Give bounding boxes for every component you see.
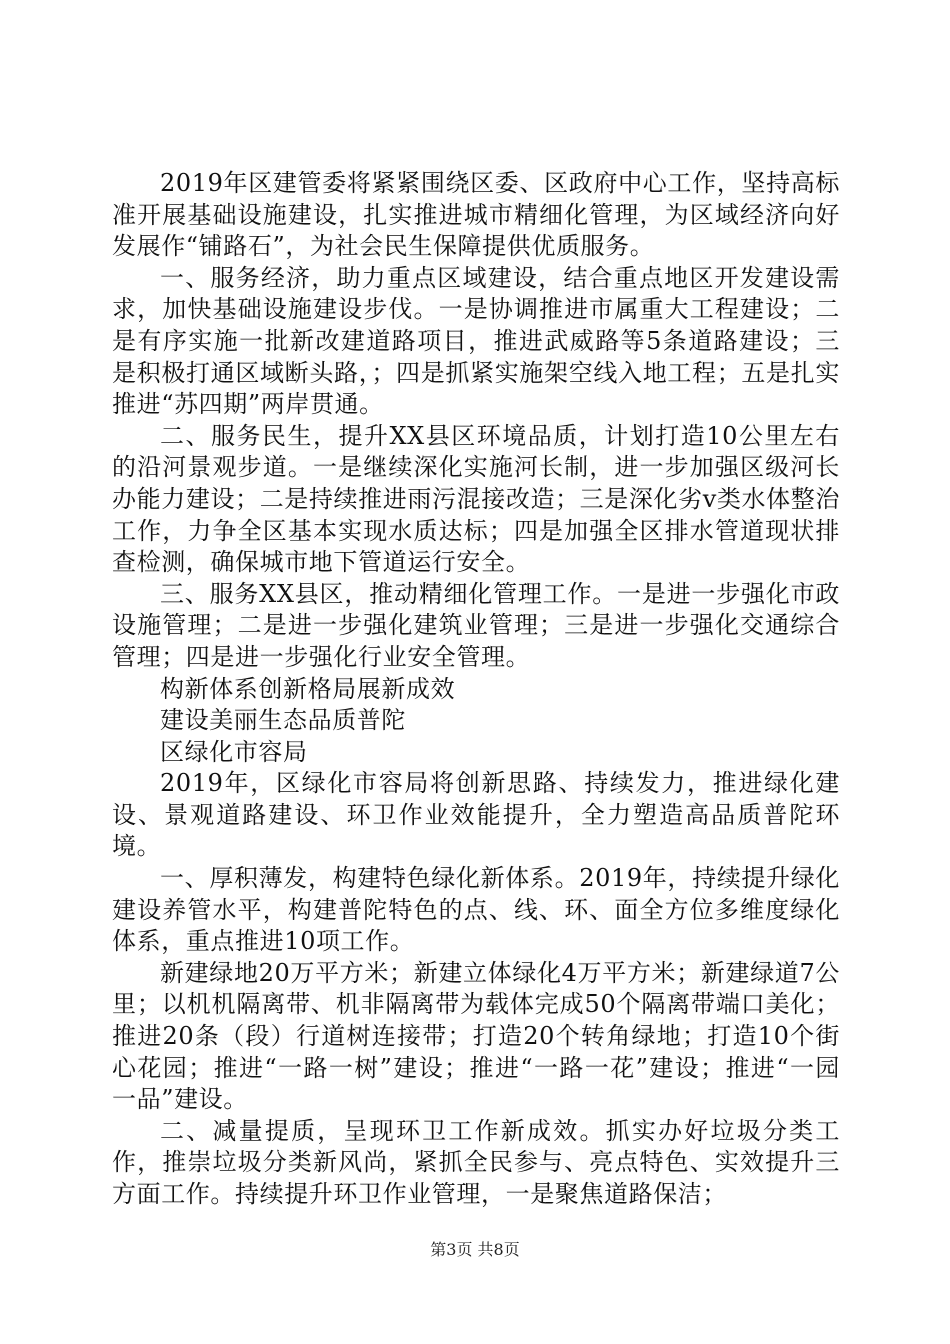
paragraph-sanitation: 二、减量提质，呈现环卫工作新成效。抓实办好垃圾分类工作，推崇垃圾分类新风尚，紧抓全民参与、亮点特色、实效提升三方面工作。持续提升环卫作业管理，一是聚焦道路保洁； (112, 1116, 840, 1208)
document-body (112, 168, 840, 1211)
paragraph-economy: 一、服务经济，助力重点区域建设，结合重点地区开发建设需求，加快基础设施建设步伐。一是协调推进市属重大工程建设；二是有序实施一批新改建道路项目，推进武威路等5条道路建设；三是积极打通区域断头路，；四是抓紧实施架空线入地工程；五是扎实推进“苏四期”两岸贯通。 (112, 263, 840, 419)
section-heading-1: 构新体系创新格局展新成效 (160, 674, 456, 703)
section-heading-2: 建设美丽生态品质普陀 (160, 706, 406, 735)
paragraph-greening-intro: 2019年，区绿化市容局将创新思路、持续发力，推进绿化建设、景观道路建设、环卫作业效能提升，全力塑造高品质普陀环境。 (112, 769, 840, 861)
paragraph-livelihood: 二、服务民生，提升XX县区环境品质，计划打造10公里左右的沿河景观步道。一是继续深化实施河长制，进一步加强区级河长办能力建设；二是持续推进雨污混接改造；三是深化劣v类水体整治工作，力争全区基本实现水质达标；四是加强全区排水管道现状排查检测，确保城市地下管道运行安全。 (112, 421, 840, 577)
paragraph-greening-tasks: 新建绿地20万平方米；新建立体绿化4万平方米；新建绿道7公里；以机机隔离带、机非隔离带为载体完成50个隔离带端口美化；推进20条（段）行道树连接带；打造20个转角绿地；打造10个街心花园；推进“一路一树”建设；推进“一路一花”建设；推进“一园一品”建设。 (112, 958, 840, 1114)
paragraph-management: 三、服务XX县区，推动精细化管理工作。一是进一步强化市政设施管理；二是进一步强化建筑业管理；三是进一步强化交通综合管理；四是进一步强化行业安全管理。 (112, 579, 840, 671)
paragraph-intro: 2019年区建管委将紧紧围绕区委、区政府中心工作，坚持高标准开展基础设施建设，扎实推进城市精细化管理，为区域经济向好发展作“铺路石”，为社会民生保障提供优质服务。 (112, 169, 840, 261)
paragraph-greening-system: 一、厚积薄发，构建特色绿化新体系。2019年，持续提升绿化建设养管水平，构建普陀特色的点、线、环、面全方位多维度绿化体系，重点推进10项工作。 (112, 864, 840, 956)
page-footer: 第3页 共8页 (430, 1240, 520, 1259)
section-department: 区绿化市容局 (160, 737, 308, 766)
